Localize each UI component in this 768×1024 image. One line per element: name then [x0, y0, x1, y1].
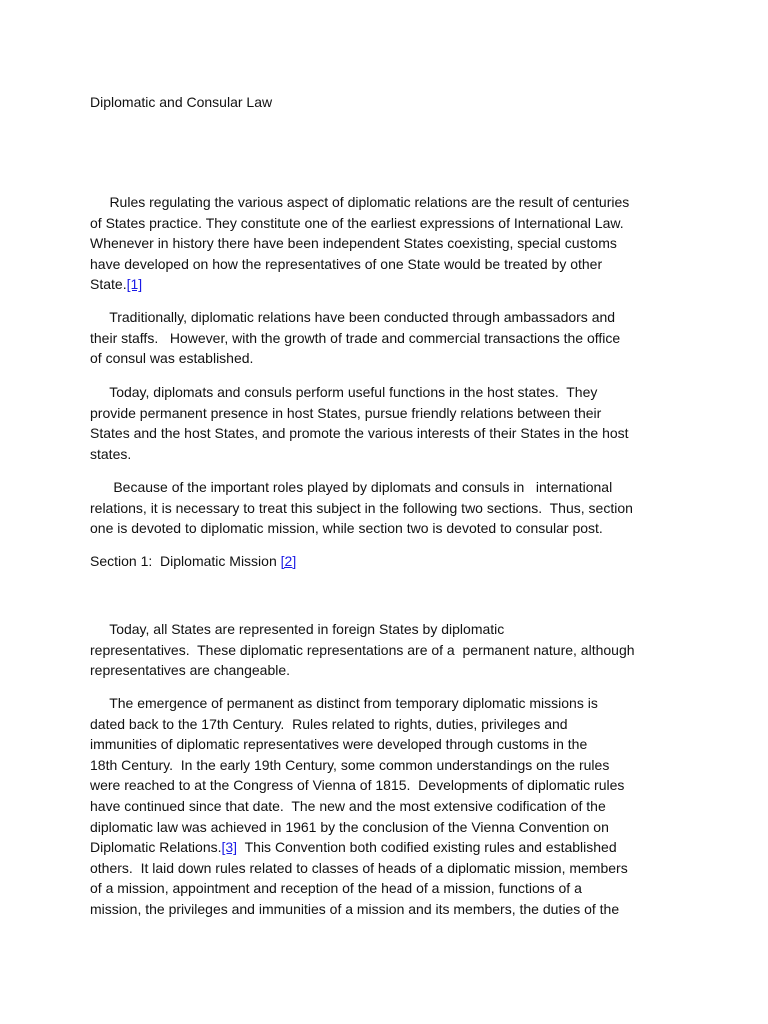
paragraph-line: The emergence of permanent as distinct from temporary diplomatic missions is — [90, 695, 598, 711]
paragraph-line: diplomatic law was achieved in 1961 by the conclusion of the Vienna Convention on — [90, 818, 609, 835]
paragraph-line: mission, the privileges and immunities of a mission and its members, the duties of the — [90, 900, 620, 917]
paragraph-line — [90, 274, 629, 295]
paragraph-line: relations, it is necessary to treat this subject in the following two sections. Thus, section — [90, 499, 633, 516]
paragraph-line — [90, 837, 628, 858]
paragraph-rules-regulating — [90, 192, 629, 295]
paragraph-line: of a mission, appointment and reception of the head of a mission, functions of a — [90, 880, 582, 897]
paragraph-line: Today, all States are represented in foreign States by diplomatic — [90, 621, 505, 637]
paragraph-line: 18th Century. In the early 19th Century, some common understandings on the rules — [90, 756, 610, 773]
line-text: This Convention both codified existing rules and established — [237, 839, 617, 856]
line-text: State. — [90, 276, 127, 293]
paragraph-line: others. It laid down rules related to classes of heads of a diplomatic mission, members — [90, 859, 628, 876]
paragraph-line: Traditionally, diplomatic relations have been conducted through ambassadors and — [90, 309, 616, 325]
paragraph-line: States and the host States, and promote the various interests of their States in the host — [90, 425, 629, 442]
paragraph-line: one is devoted to diplomatic mission, while section two is devoted to consular post. — [90, 520, 603, 537]
paragraph-line: states. — [90, 445, 132, 462]
paragraph-line: provide permanent presence in host States, pursue friendly relations between their — [90, 404, 602, 421]
paragraph-line: immunities of diplomatic representatives were developed through customs in the — [90, 736, 588, 753]
line-text: Diplomatic Relations. — [90, 839, 222, 856]
footnote-link-2[interactable]: [2] — [280, 553, 297, 569]
paragraph-line: of States practice. They constitute one of the earliest expressions of International Law. — [90, 214, 624, 231]
paragraph-line: Because of the important roles played by diplomats and consuls in international — [90, 479, 613, 495]
footnote-link-1[interactable]: [1] — [126, 276, 143, 293]
paragraph-line: have continued since that date. The new and the most extensive codification of the — [90, 797, 606, 814]
paragraph-traditionally — [90, 307, 620, 369]
paragraph-line: representatives. These diplomatic representations are of a permanent nature, although — [90, 641, 635, 658]
paragraph-line: their staffs. However, with the growth of trade and commercial transactions the office — [90, 329, 621, 346]
paragraph-line: were reached to at the Congress of Vienna of 1815. Developments of diplomatic rules — [90, 777, 625, 794]
paragraph-line: dated back to the 17th Century. Rules related to rights, duties, privileges and — [90, 715, 568, 732]
paragraph-line: have developed on how the representatives of one State would be treated by other — [90, 255, 603, 272]
footnote-link-3[interactable]: [3] — [221, 839, 238, 856]
paragraph-emergence — [90, 693, 628, 920]
section-heading — [90, 552, 296, 570]
paragraph-line: Rules regulating the various aspect of diplomatic relations are the result of centuries — [90, 194, 630, 210]
paragraph-line: Whenever in history there have been independent States coexisting, special customs — [90, 235, 617, 252]
section-heading-text: Section 1: Diplomatic Mission — [90, 553, 281, 569]
paragraph-because — [90, 477, 633, 539]
paragraph-today-diplomats — [90, 382, 629, 464]
paragraph-line: of consul was established. — [90, 350, 254, 367]
paragraph-line: Today, diplomats and consuls perform useful functions in the host states. They — [90, 384, 598, 400]
paragraph-all-states — [90, 619, 635, 681]
paragraph-line: representatives are changeable. — [90, 662, 291, 679]
document-title: Diplomatic and Consular Law — [90, 94, 273, 110]
